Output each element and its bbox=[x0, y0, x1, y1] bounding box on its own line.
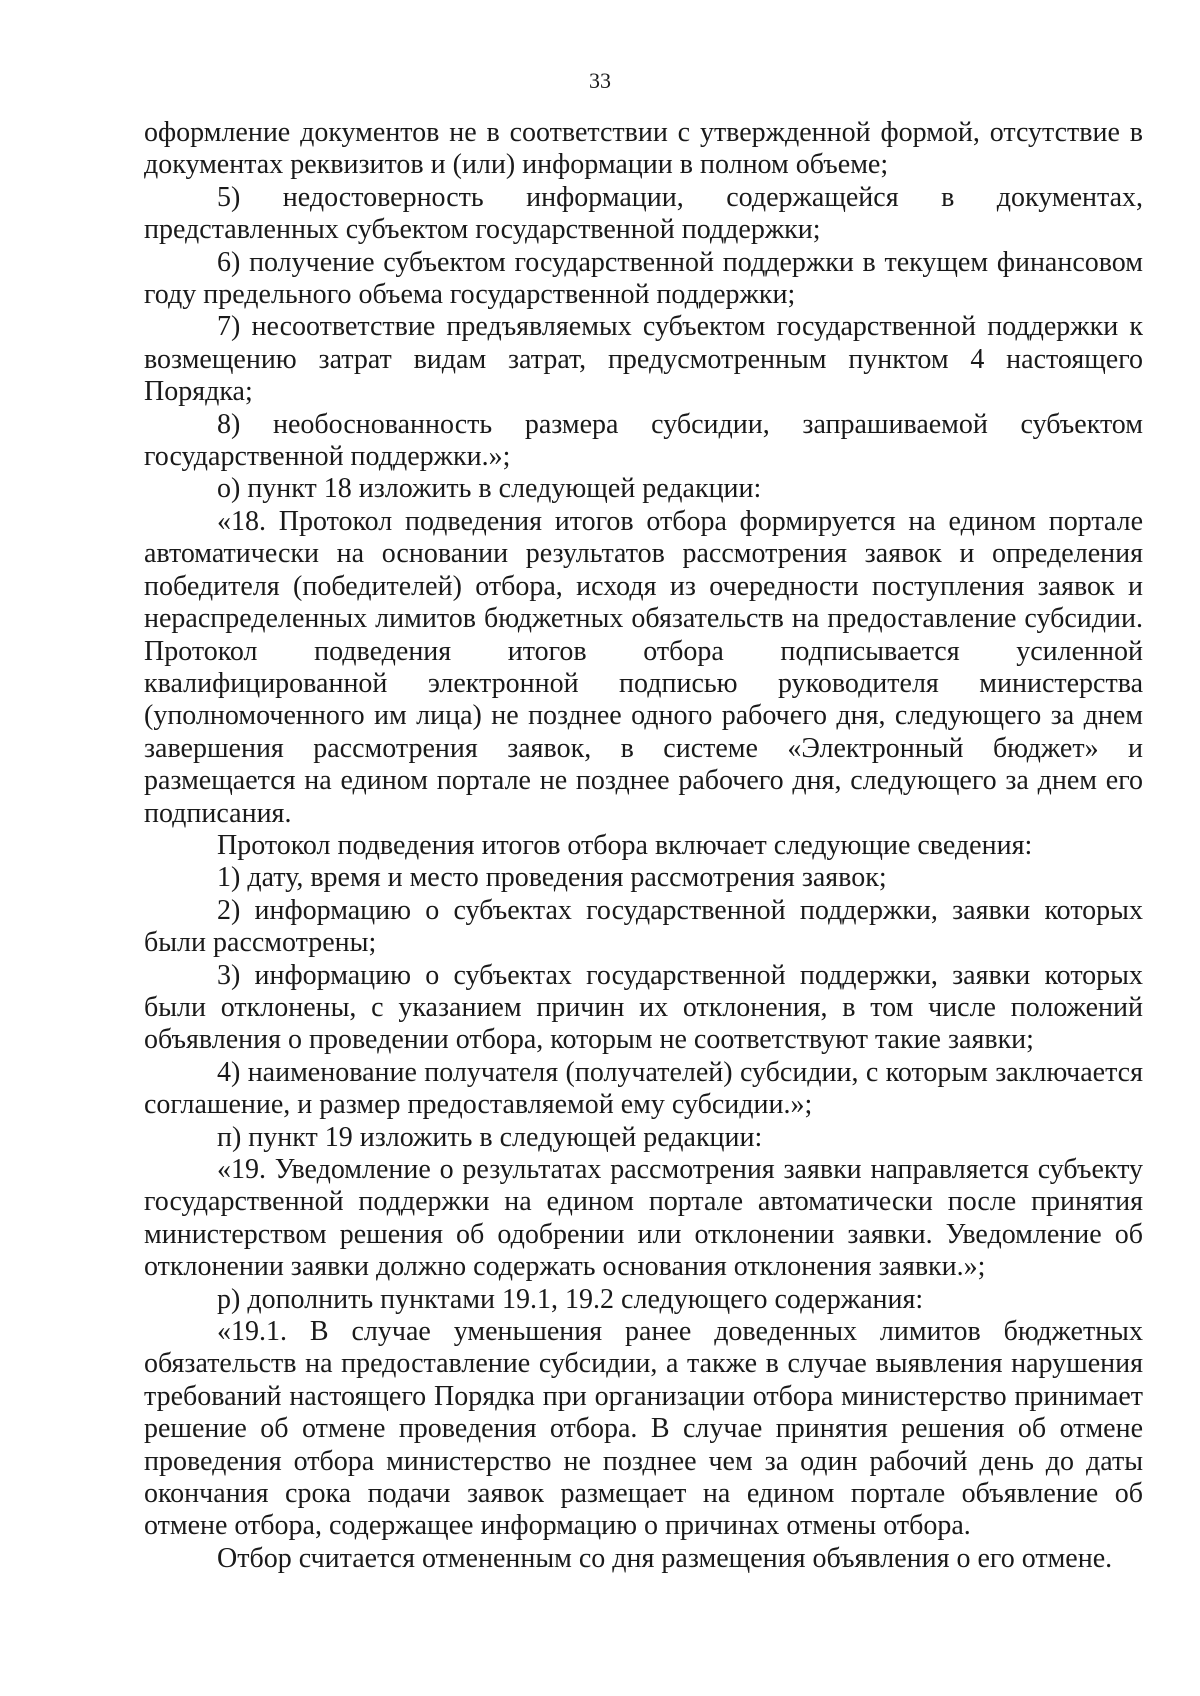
paragraph: 1) дату, время и место проведения рассмотрения заявок; bbox=[217, 862, 887, 894]
page-number: 33 bbox=[589, 68, 611, 93]
paragraph: р) дополнить пунктами 19.1, 19.2 следующего содержания: bbox=[217, 1283, 924, 1315]
paragraph: 4) наименование получателя (получателей) субсидии, с которым заключается соглашение, и размер предоставляемой ему субсидии.»; bbox=[144, 1056, 1143, 1121]
paragraph: «19. Уведомление о результатах рассмотрения заявки направляется субъекту государственной поддержки на едином портале автоматически после принятия министерством решения об одобрении или отклонении заявки. Уведомление об отклонении заявки должно содержать основания отклонения заявки.»; bbox=[144, 1154, 1143, 1283]
paragraph: 8) необоснованность размера субсидии, запрашиваемой субъектом государственной поддержки.»; bbox=[144, 408, 1143, 473]
paragraph: п) пункт 19 изложить в следующей редакции: bbox=[217, 1121, 763, 1153]
paragraph: «18. Протокол подведения итогов отбора формируется на едином портале автоматически на основании результатов рассмотрения заявок и определения победителя (победителей) отбора, исходя из очередности поступления заявок и нераспределенных лимитов бюджетных обязательств на предоставление субсидии. Протокол подведения итогов отбора подписывается усиленной квалифицированной электронной подписью руководителя министерства (уполномоченного им лица) не позднее одного рабочего дня, следующего за днем завершения рассмотрения заявок, в системе «Электронный бюджет» и размещается на едином портале не позднее рабочего дня, следующего за днем его подписания. bbox=[144, 505, 1143, 829]
paragraph: 6) получение субъектом государственной поддержки в текущем финансовом году предельного объема государственной поддержки; bbox=[144, 246, 1143, 311]
paragraph: 5) недостоверность информации, содержащейся в документах, представленных субъектом государственной поддержки; bbox=[144, 181, 1143, 246]
paragraph: 7) несоответствие предъявляемых субъектом государственной поддержки к возмещению затрат видам затрат, предусмотренным пунктом 4 настоящего Порядка; bbox=[144, 311, 1143, 408]
paragraph: 3) информацию о субъектах государственной поддержки, заявки которых были отклонены, с указанием причин их отклонения, в том числе положений объявления о проведении отбора, которым не соответствуют такие заявки; bbox=[144, 959, 1143, 1056]
paragraph: Протокол подведения итогов отбора включает следующие сведения: bbox=[217, 829, 1033, 861]
paragraph: 2) информацию о субъектах государственной поддержки, заявки которых были рассмотрены; bbox=[144, 894, 1143, 959]
paragraph: «19.1. В случае уменьшения ранее доведенных лимитов бюджетных обязательств на предоставление субсидии, а также в случае выявления нарушения требований настоящего Порядка при организации отбора министерство принимает решение об отмене проведения отбора. В случае принятия решения об отмене проведения отбора министерство не позднее чем за один рабочий день до даты окончания срока подачи заявок размещает на едином портале объявление об отмене отбора, содержащее информацию о причинах отмены отбора. bbox=[144, 1316, 1143, 1542]
paragraph: оформление документов не в соответствии с утвержденной формой, отсутствие в документах реквизитов и (или) информации в полном объеме; bbox=[144, 117, 1143, 181]
document-body bbox=[144, 117, 1143, 1575]
paragraph: о) пункт 18 изложить в следующей редакции: bbox=[217, 473, 762, 505]
paragraph: Отбор считается отмененным со дня размещения объявления о его отмене. bbox=[217, 1542, 1113, 1574]
